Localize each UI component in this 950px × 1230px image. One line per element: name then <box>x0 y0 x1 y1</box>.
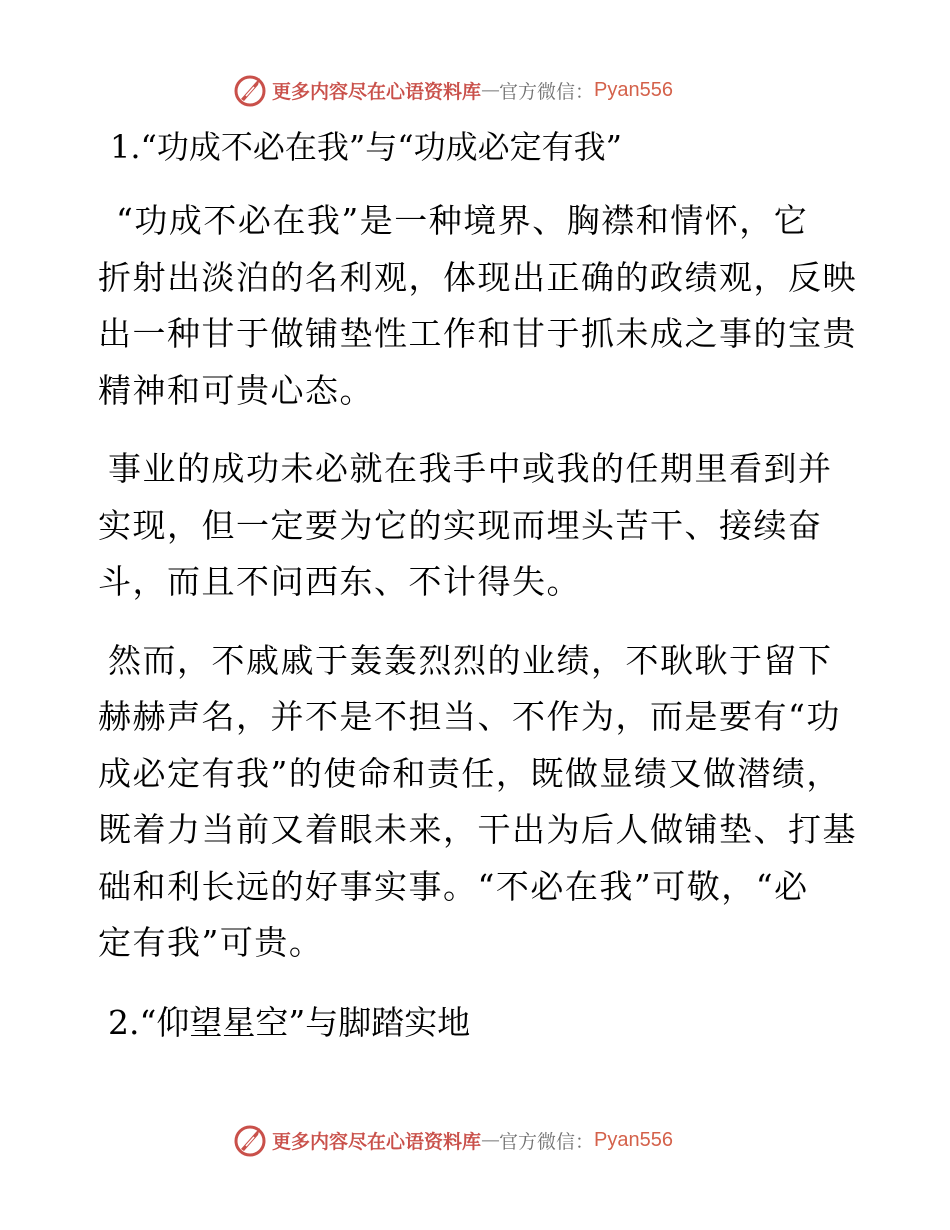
paragraph-line: “功成不必在我”是一种境界、胸襟和情怀，它 <box>116 201 809 240</box>
quill-logo-icon <box>232 1122 268 1158</box>
paragraph-line: 成必定有我”的使命和责任，既做显绩又做潜绩， <box>98 753 841 793</box>
paragraph-line: 既着力当前又着眼未来，干出为后人做铺垫、打基 <box>98 810 857 849</box>
banner-wechat-label: 官方微信： <box>499 80 595 103</box>
footer-banner <box>232 1120 673 1160</box>
section-heading-2: 2.“仰望星空”与脚踏实地 <box>108 1002 471 1042</box>
banner-wechat-id: Pyan556 <box>594 1128 673 1151</box>
paragraph-line: 事业的成功未必就在我手中或我的任期里看到并 <box>108 449 833 488</box>
paragraph-2 <box>98 441 858 611</box>
banner-separator: — <box>481 79 500 101</box>
paragraph-line: 然而，不戚戚于轰轰烈烈的业绩，不耿耿于留下 <box>108 640 833 680</box>
paragraph-line: 实现，但一定要为它的实现而埋头苦干、接续奋 <box>98 505 823 545</box>
header-banner <box>232 70 673 110</box>
paragraph-1 <box>98 193 858 419</box>
quill-logo-icon <box>232 72 268 108</box>
banner-wechat-label: 官方微信： <box>499 1130 595 1153</box>
section-heading-1: 1.“功成不必在我”与“功成必定有我” <box>110 128 622 166</box>
paragraph-line: 斗，而且不问西东、不计得失。 <box>98 562 581 601</box>
paragraph-3 <box>98 633 858 972</box>
paragraph-line: 赫赫声名，并不是不担当、不作为，而是要有“功 <box>98 697 841 736</box>
banner-lead-text: 更多内容尽在心语资料库 <box>272 1130 482 1153</box>
paragraph-line: 础和利长远的好事实事。“不必在我”可敬，“必 <box>98 866 809 906</box>
paragraph-line: 定有我”可贵。 <box>98 923 324 962</box>
paragraph-line: 出一种甘于做铺垫性工作和甘于抓未成之事的宝贵 <box>98 314 857 353</box>
paragraph-line: 精神和可贵心态。 <box>98 370 374 410</box>
document-body <box>98 118 858 1052</box>
banner-wechat-id: Pyan556 <box>594 78 673 101</box>
banner-lead-text: 更多内容尽在心语资料库 <box>272 80 482 103</box>
banner-separator: — <box>481 1129 500 1151</box>
paragraph-line: 折射出淡泊的名利观，体现出正确的政绩观，反映 <box>98 257 857 297</box>
